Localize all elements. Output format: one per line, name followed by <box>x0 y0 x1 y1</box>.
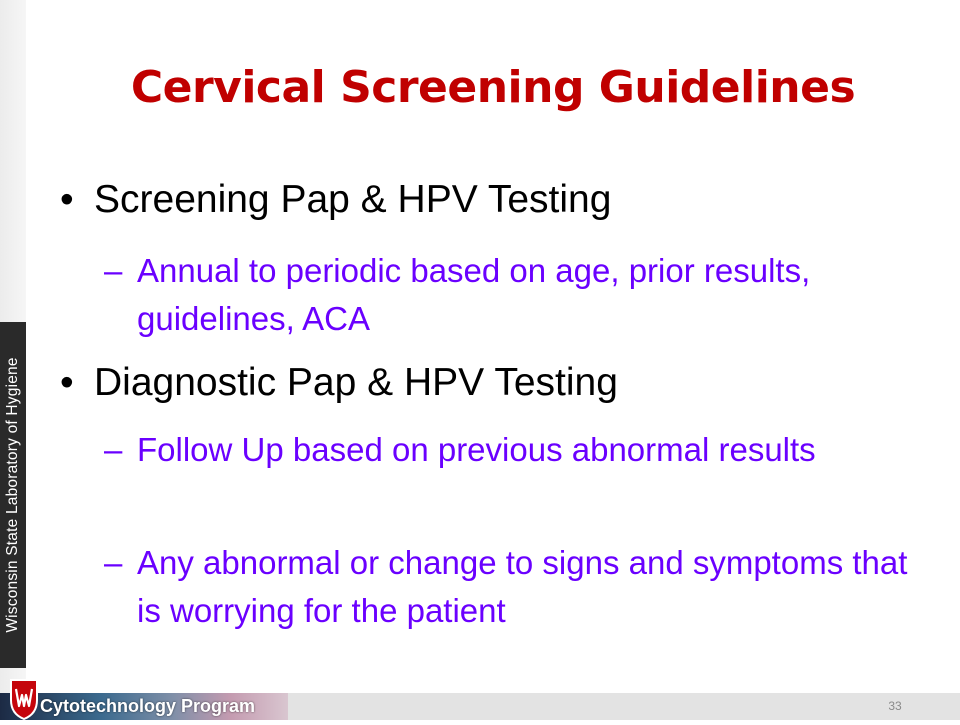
sub-bullet-marker: – <box>104 544 123 581</box>
program-name: Cytotechnology Program <box>40 696 256 716</box>
sub-bullet-text: Annual to periodic based on age, prior results, guidelines, ACA <box>137 252 811 337</box>
program-banner <box>0 693 288 720</box>
org-label: Wisconsin State Laboratory of Hygiene <box>4 357 21 633</box>
bullet-item <box>60 361 618 405</box>
bullet-item <box>60 178 611 222</box>
org-label-panel <box>0 322 26 668</box>
bullet-marker: • <box>60 361 74 404</box>
sub-bullet-item <box>104 247 927 343</box>
sub-bullet-item <box>104 426 927 474</box>
sub-bullet-marker: – <box>104 431 123 468</box>
sub-bullet-text: Follow Up based on previous abnormal results <box>137 431 816 468</box>
sub-bullet-text: Any abnormal or change to signs and symptoms that is worrying for the patient <box>137 544 908 629</box>
uw-crest-icon <box>8 674 40 720</box>
slide-title: Cervical Screening Guidelines <box>130 62 856 113</box>
bullet-text: Screening Pap & HPV Testing <box>94 178 612 221</box>
page-number: 33 <box>888 699 902 713</box>
bullet-marker: • <box>60 178 74 221</box>
sub-bullet-item <box>104 539 927 635</box>
bullet-text: Diagnostic Pap & HPV Testing <box>94 361 618 404</box>
sub-bullet-marker: – <box>104 252 123 289</box>
